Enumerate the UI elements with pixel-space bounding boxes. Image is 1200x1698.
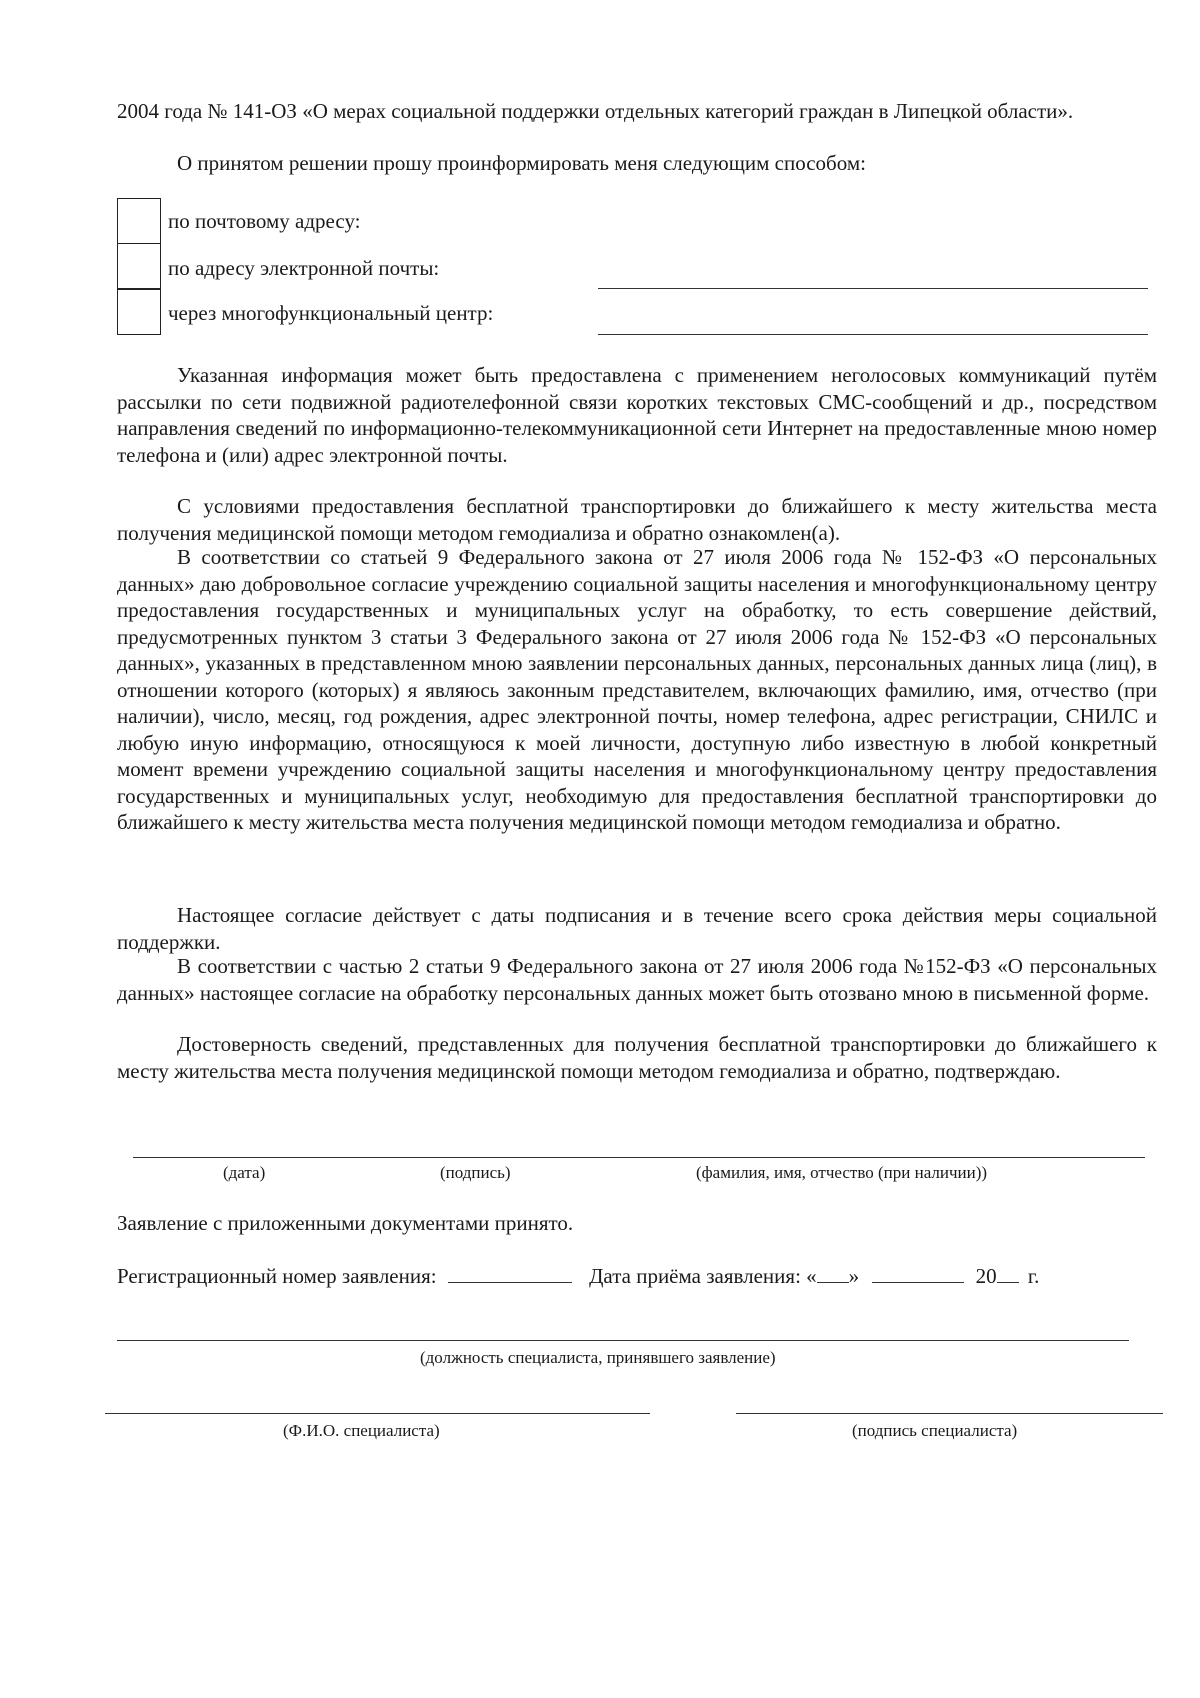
email-checkbox[interactable] [117, 243, 161, 289]
accepted-statement: Заявление с приложенными документами принято. [117, 1211, 574, 1235]
specialist-signature-line[interactable] [736, 1413, 1163, 1414]
date-caption: (дата) [223, 1163, 266, 1182]
mfc-input-line[interactable] [598, 334, 1148, 335]
receipt-month-field[interactable] [872, 1264, 964, 1283]
postal-address-checkbox[interactable] [117, 198, 161, 244]
specialist-signature-caption: (подпись специалиста) [852, 1421, 1018, 1440]
receipt-year-field[interactable] [997, 1264, 1019, 1283]
receipt-year-suffix: г. [1027, 1264, 1040, 1288]
fio-caption: (фамилия, имя, отчество (при наличии)) [696, 1163, 988, 1182]
email-label: по адресу электронной почты: [168, 256, 440, 280]
intro-text: 2004 года № 141-ОЗ «О мерах социальной поддержки отдельных категорий граждан в Липецкой области». [117, 99, 1074, 123]
postal-address-label: по почтовому адресу: [168, 209, 361, 233]
receipt-date-label: Дата приёма заявления: « [589, 1264, 817, 1288]
receipt-year-prefix: 20 [975, 1264, 997, 1288]
personal-data-consent-paragraph: В соответствии со статьей 9 Федерального закона от 27 июля 2006 года № 152-ФЗ «О персональных данных» даю добровольное согласие учреждению социальной защиты населения и многофункциональному центру предоставления государственных и муниципальных услуг на обработку, то есть совершение действий, предусмотренных пунктом 3 статьи 3 Федерального закона от 27 июля 2006 года № 152-ФЗ «О персональных данных», указанных в представленном мною заявлении персональных данных, персональных данных лица (лиц), в отношении которого (которых) я являюсь законным представителем, включающих фамилию, имя, отчество (при наличии), число, месяц, год рождения, адрес электронной почты, номер телефона, адрес регистрации, СНИЛС и любую иную информацию, относящуюся к моей личности, доступную либо известную в любой конкретный момент времени учреждению социальной защиты населения и многофункциональному центру предоставления государственных и муниципальных услуг, необходимую для предоставления бесплатной транспортировки до ближайшего к месту жительства места получения медицинской помощи методом гемодиализа и обратно. [117, 545, 1157, 834]
consent-validity-paragraph: Настоящее согласие действует с даты подписания и в течение всего срока действия меры социальной поддержки. [117, 903, 1157, 954]
consent-withdrawal-paragraph: В соответствии с частью 2 статьи 9 Федерального закона от 27 июля 2006 года №152-ФЗ «О персональных данных» настоящее согласие на обработку персональных данных может быть отозвано мною в письменной форме. [117, 954, 1157, 1005]
specialist-position-caption: (должность специалиста, принявшего заявление) [420, 1348, 776, 1367]
signature-caption: (подпись) [440, 1163, 511, 1182]
email-input-line[interactable] [598, 288, 1148, 289]
receipt-day-field[interactable] [817, 1264, 849, 1283]
receipt-date-quote: » [848, 1264, 860, 1288]
inform-request-text: О принятом решении прошу проинформировать меня следующим способом: [177, 151, 866, 175]
mfc-checkbox[interactable] [117, 289, 161, 335]
transport-conditions-paragraph: С условиями предоставления бесплатной транспортировки до ближайшего к месту жительства места получения медицинской помощи методом гемодиализа и обратно ознакомлен(а). [117, 494, 1157, 545]
registration-number-label: Регистрационный номер заявления: [117, 1264, 437, 1288]
registration-row [117, 1263, 1039, 1289]
registration-number-field[interactable] [448, 1264, 572, 1283]
specialist-position-line[interactable] [117, 1340, 1129, 1341]
notification-consent-paragraph: Указанная информация может быть предоставлена с применением неголосовых коммуникаций путём рассылки по сети подвижной радиотелефонной связи коротких текстовых СМС-сообщений и др., посредством направления сведений по информационно-телекоммуникационной сети Интернет на предоставленные мною номер телефона и (или) адрес электронной почты. [117, 363, 1157, 467]
mfc-label: через многофункциональный центр: [168, 301, 494, 325]
specialist-fio-line[interactable] [105, 1413, 650, 1414]
confirmation-paragraph: Достоверность сведений, представленных для получения бесплатной транспортировки до ближайшего к месту жительства места получения медицинской помощи методом гемодиализа и обратно, подтверждаю. [117, 1032, 1157, 1083]
applicant-signature-line[interactable] [133, 1157, 1145, 1158]
specialist-fio-caption: (Ф.И.О. специалиста) [283, 1421, 440, 1440]
